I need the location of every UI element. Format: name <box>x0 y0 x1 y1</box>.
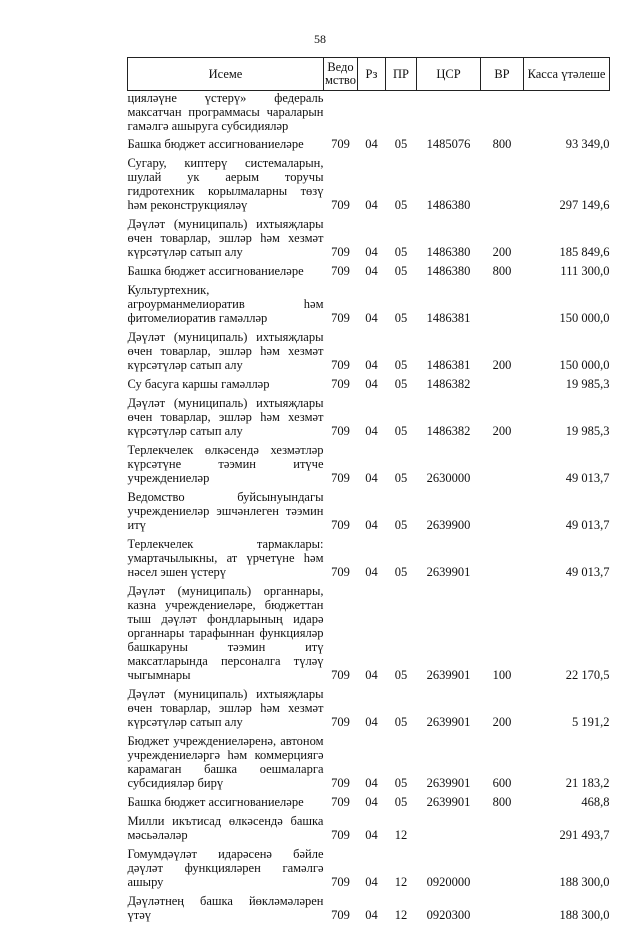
row-name: Дәүләт (муниципаль) ихтыяҗлары өчен товарлар, эшләр һәм хезмәт күрсәтүләр сатып алу <box>128 395 324 442</box>
row-amount: 21 183,2 <box>524 733 610 794</box>
row-rz: 04 <box>358 893 386 926</box>
table-row <box>128 686 610 733</box>
row-name: Культуртехник, агроурманмелиоратив һәм фитомелиоратив гамәлләр <box>128 282 324 329</box>
row-vedomstvo: 709 <box>324 583 358 686</box>
row-csr: 1486381 <box>417 282 481 329</box>
row-amount: 49 013,7 <box>524 442 610 489</box>
row-rz <box>358 91 386 137</box>
row-name: Сугару, киптерү системаларын, шулай ук аерым торучы гидротехник корылмаларны төзү һәм реконструкцияләү <box>128 155 324 216</box>
row-amount: 188 300,0 <box>524 846 610 893</box>
row-amount: 150 000,0 <box>524 282 610 329</box>
row-rz: 04 <box>358 794 386 813</box>
row-csr: 2630000 <box>417 442 481 489</box>
row-name: Дәүләт (муниципаль) ихтыяҗлары өчен товарлар, эшләр һәм хезмәт күрсәтүләр сатып алу <box>128 329 324 376</box>
row-amount: 468,8 <box>524 794 610 813</box>
row-vedomstvo: 709 <box>324 155 358 216</box>
row-name: Дәүләт (муниципаль) ихтыяҗлары өчен товарлар, эшләр һәм хезмәт күрсәтүләр сатып алу <box>128 686 324 733</box>
row-name: Дәүләт (муниципаль) ихтыяҗлары өчен товарлар, эшләр һәм хезмәт күрсәтүләр сатып алу <box>128 216 324 263</box>
row-rz: 04 <box>358 136 386 155</box>
row-pr <box>386 91 417 137</box>
row-vedomstvo: 709 <box>324 489 358 536</box>
row-rz: 04 <box>358 395 386 442</box>
row-amount: 188 300,0 <box>524 893 610 926</box>
row-pr: 05 <box>386 583 417 686</box>
row-name: Терлекчелек өлкәсендә хезмәтләр күрсәтүне тәэмин итүче учреждениеләр <box>128 442 324 489</box>
row-rz: 04 <box>358 263 386 282</box>
row-amount: 297 149,6 <box>524 155 610 216</box>
row-pr: 05 <box>386 395 417 442</box>
row-csr: 0920000 <box>417 846 481 893</box>
row-vr <box>481 893 524 926</box>
row-amount: 5 191,2 <box>524 686 610 733</box>
budget-table <box>127 57 610 926</box>
table-row <box>128 489 610 536</box>
row-vedomstvo: 709 <box>324 282 358 329</box>
table-row <box>128 583 610 686</box>
row-csr: 0920300 <box>417 893 481 926</box>
row-amount: 22 170,5 <box>524 583 610 686</box>
row-name: Гомумдәүләт идарәсенә бәйле дәүләт функцияләрен гамәлгә ашыру <box>128 846 324 893</box>
row-vedomstvo: 709 <box>324 263 358 282</box>
row-name: Бюджет учреждениеләренә, автоном учреждениеләргә һәм коммерциягә карамаган башка оешмаларга субсидияләр бирү <box>128 733 324 794</box>
row-name: Башка бюджет ассигнованиеләре <box>128 136 324 155</box>
row-vedomstvo: 709 <box>324 794 358 813</box>
row-amount: 185 849,6 <box>524 216 610 263</box>
table-row <box>128 155 610 216</box>
row-csr: 1486381 <box>417 329 481 376</box>
row-pr: 05 <box>386 329 417 376</box>
row-amount: 19 985,3 <box>524 395 610 442</box>
header-csr: ЦСР <box>417 58 481 91</box>
table-row <box>128 442 610 489</box>
row-pr: 12 <box>386 893 417 926</box>
row-vedomstvo: 709 <box>324 536 358 583</box>
row-vr <box>481 442 524 489</box>
table-body <box>128 91 610 926</box>
row-amount <box>524 91 610 137</box>
row-vr <box>481 536 524 583</box>
row-vr: 800 <box>481 794 524 813</box>
row-name: Ведомство буйсынуындагы учреждениеләр эшчәнлеген тәэмин итү <box>128 489 324 536</box>
row-vedomstvo: 709 <box>324 733 358 794</box>
row-vedomstvo <box>324 91 358 137</box>
header-pr: ПР <box>386 58 417 91</box>
table-row <box>128 395 610 442</box>
row-vr: 200 <box>481 395 524 442</box>
table-row <box>128 813 610 846</box>
row-rz: 04 <box>358 376 386 395</box>
row-name: Дәүләтнең башка йөкләмәләрен үтәү <box>128 893 324 926</box>
row-rz: 04 <box>358 282 386 329</box>
row-csr: 1485076 <box>417 136 481 155</box>
row-name: цияләүне үстерү» федераль максатчан программасы чараларын гамәлгә ашыруга субсидияләр <box>128 91 324 137</box>
row-rz: 04 <box>358 442 386 489</box>
row-amount: 291 493,7 <box>524 813 610 846</box>
row-csr: 2639901 <box>417 733 481 794</box>
row-pr: 05 <box>386 155 417 216</box>
row-vedomstvo: 709 <box>324 376 358 395</box>
row-name: Башка бюджет ассигнованиеләре <box>128 263 324 282</box>
row-vr: 100 <box>481 583 524 686</box>
row-amount: 49 013,7 <box>524 489 610 536</box>
row-vedomstvo: 709 <box>324 442 358 489</box>
row-vr <box>481 376 524 395</box>
row-vr <box>481 813 524 846</box>
table-row <box>128 846 610 893</box>
row-rz: 04 <box>358 846 386 893</box>
row-csr: 2639901 <box>417 536 481 583</box>
table-row <box>128 893 610 926</box>
row-amount: 93 349,0 <box>524 136 610 155</box>
page-number: 58 <box>0 32 640 47</box>
table-row <box>128 536 610 583</box>
table-row <box>128 794 610 813</box>
header-vr: ВР <box>481 58 524 91</box>
row-amount: 111 300,0 <box>524 263 610 282</box>
row-csr: 1486382 <box>417 376 481 395</box>
row-csr <box>417 813 481 846</box>
row-rz: 04 <box>358 686 386 733</box>
row-rz: 04 <box>358 489 386 536</box>
row-name: Башка бюджет ассигнованиеләре <box>128 794 324 813</box>
table-row <box>128 329 610 376</box>
row-pr: 05 <box>386 282 417 329</box>
row-vedomstvo: 709 <box>324 813 358 846</box>
row-vedomstvo: 709 <box>324 329 358 376</box>
row-rz: 04 <box>358 583 386 686</box>
table-row <box>128 136 610 155</box>
row-amount: 150 000,0 <box>524 329 610 376</box>
row-vr <box>481 282 524 329</box>
row-vr <box>481 155 524 216</box>
row-vr <box>481 489 524 536</box>
table-row <box>128 282 610 329</box>
row-pr: 12 <box>386 846 417 893</box>
row-vedomstvo: 709 <box>324 846 358 893</box>
row-vr <box>481 846 524 893</box>
table-row <box>128 263 610 282</box>
row-rz: 04 <box>358 813 386 846</box>
row-vedomstvo: 709 <box>324 136 358 155</box>
row-pr: 05 <box>386 263 417 282</box>
table-row <box>128 733 610 794</box>
row-pr: 05 <box>386 794 417 813</box>
row-pr: 05 <box>386 376 417 395</box>
row-name: Дәүләт (муниципаль) органнары, казна учреждениеләре, бюджеттан тыш дәүләт фондларының идарә органнары тарафыннан функцияләр башкаруны тәэмин итү максатларында персоналга түләү чыгымнары <box>128 583 324 686</box>
row-pr: 05 <box>386 536 417 583</box>
row-name: Терлекчелек тармаклары: умартачылыкны, ат үрчетүне һәм нәсел эшен үстерү <box>128 536 324 583</box>
row-rz: 04 <box>358 155 386 216</box>
row-name: Су басуга каршы гамәлләр <box>128 376 324 395</box>
row-pr: 05 <box>386 733 417 794</box>
row-csr: 2639901 <box>417 794 481 813</box>
row-csr: 1486382 <box>417 395 481 442</box>
row-amount: 19 985,3 <box>524 376 610 395</box>
row-vr: 800 <box>481 263 524 282</box>
row-vr: 600 <box>481 733 524 794</box>
row-csr: 1486380 <box>417 216 481 263</box>
row-name: Милли икътисад өлкәсендә башка мәсьәләләр <box>128 813 324 846</box>
table-row <box>128 91 610 137</box>
row-vedomstvo: 709 <box>324 395 358 442</box>
row-rz: 04 <box>358 733 386 794</box>
row-vr: 800 <box>481 136 524 155</box>
row-rz: 04 <box>358 216 386 263</box>
row-csr: 1486380 <box>417 155 481 216</box>
row-pr: 05 <box>386 216 417 263</box>
row-csr: 2639901 <box>417 686 481 733</box>
row-pr: 05 <box>386 136 417 155</box>
row-vedomstvo: 709 <box>324 686 358 733</box>
row-pr: 05 <box>386 686 417 733</box>
row-csr <box>417 91 481 137</box>
row-vr: 200 <box>481 686 524 733</box>
row-pr: 05 <box>386 489 417 536</box>
header-vedomstvo: Ведомство <box>324 58 358 91</box>
header-rz: Рз <box>358 58 386 91</box>
row-amount: 49 013,7 <box>524 536 610 583</box>
row-rz: 04 <box>358 329 386 376</box>
row-vedomstvo: 709 <box>324 893 358 926</box>
row-csr: 2639900 <box>417 489 481 536</box>
row-pr: 12 <box>386 813 417 846</box>
row-csr: 1486380 <box>417 263 481 282</box>
header-name: Исеме <box>128 58 324 91</box>
row-vr <box>481 91 524 137</box>
table-row <box>128 376 610 395</box>
row-vr: 200 <box>481 329 524 376</box>
table-header-row <box>128 58 610 91</box>
table-row <box>128 216 610 263</box>
row-csr: 2639901 <box>417 583 481 686</box>
row-vedomstvo: 709 <box>324 216 358 263</box>
row-rz: 04 <box>358 536 386 583</box>
header-kassa: Касса үтәлеше <box>524 58 610 91</box>
row-pr: 05 <box>386 442 417 489</box>
row-vr: 200 <box>481 216 524 263</box>
